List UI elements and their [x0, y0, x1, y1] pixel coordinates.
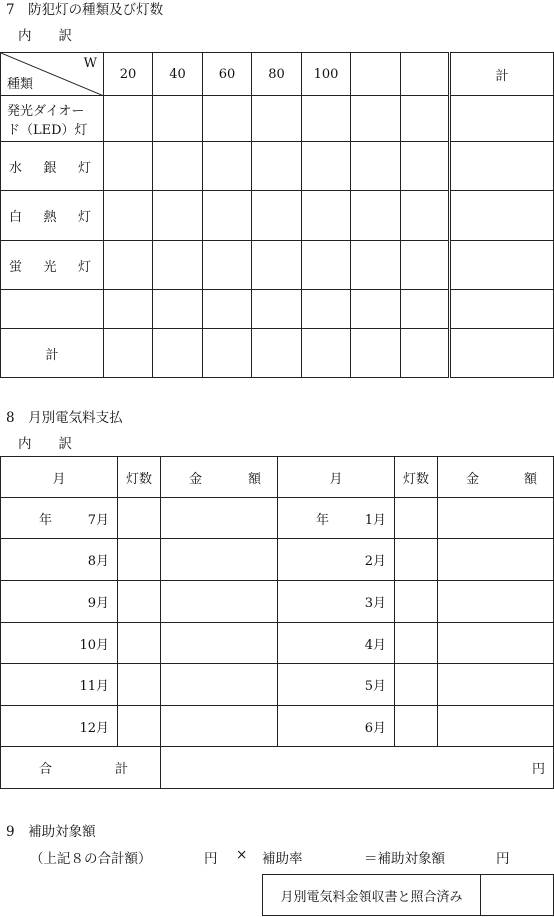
- month-cell-right: [278, 498, 395, 539]
- incandescent-char3: 灯: [77, 210, 91, 225]
- fluorescent-char2: 光: [43, 259, 57, 275]
- corner-type-label: 種類: [7, 77, 34, 92]
- count-cell[interactable]: [252, 329, 302, 378]
- count-cell[interactable]: [104, 329, 153, 378]
- formula-times: ×: [236, 847, 248, 863]
- year-label-left: 年: [39, 512, 53, 528]
- count-cell[interactable]: [104, 290, 153, 329]
- section9-heading: 9 補助対象額: [6, 824, 96, 840]
- count-cell[interactable]: [302, 96, 351, 142]
- month-cell-left: 10月: [1, 623, 118, 664]
- amount-header-right-a: 金: [466, 471, 480, 487]
- count-cell[interactable]: [203, 329, 252, 378]
- count-cell[interactable]: [395, 623, 438, 664]
- count-cell[interactable]: [351, 96, 401, 142]
- count-cell[interactable]: [395, 706, 438, 747]
- row-total-cell[interactable]: [450, 290, 554, 329]
- month-cell-left: 12月: [1, 706, 118, 747]
- count-cell[interactable]: [252, 142, 302, 191]
- count-cell[interactable]: [395, 539, 438, 581]
- section7-heading: 7 防犯灯の種類及び灯数: [6, 2, 164, 18]
- month-cell-left: 9月: [1, 581, 118, 623]
- row-total-cell[interactable]: [450, 241, 554, 290]
- amount-header-right: [438, 457, 554, 498]
- count-cell[interactable]: [252, 96, 302, 142]
- month-label: 7月: [87, 512, 109, 528]
- count-cell[interactable]: [252, 241, 302, 290]
- month-cell-right: 2月: [278, 539, 395, 581]
- year-label-right: 年: [316, 512, 330, 528]
- count-cell[interactable]: [118, 539, 161, 581]
- month-cell-left: 11月: [1, 664, 118, 706]
- verification-stamp-cell[interactable]: [481, 875, 554, 916]
- count-cell[interactable]: [252, 191, 302, 241]
- watt-header: 60: [203, 53, 252, 96]
- count-cell[interactable]: [203, 290, 252, 329]
- grand-total-cell[interactable]: [450, 329, 554, 378]
- mercury-char1: 水: [9, 160, 23, 176]
- row-label-fluorescent: [1, 241, 104, 290]
- amount-cell[interactable]: [161, 581, 278, 623]
- count-cell[interactable]: [118, 706, 161, 747]
- count-cell[interactable]: [401, 96, 450, 142]
- count-cell[interactable]: [203, 142, 252, 191]
- count-cell[interactable]: [395, 498, 438, 539]
- month-cell-right: 3月: [278, 581, 395, 623]
- count-header-right: 灯数: [395, 457, 438, 498]
- watt-header: 100: [302, 53, 351, 96]
- formula-yen1: 円: [204, 851, 218, 867]
- amount-header-left: [161, 457, 278, 498]
- incandescent-char1: 白: [9, 210, 23, 225]
- month-cell-left: [1, 498, 118, 539]
- amount-cell[interactable]: [161, 706, 278, 747]
- count-cell[interactable]: [203, 241, 252, 290]
- count-cell[interactable]: [302, 329, 351, 378]
- count-cell[interactable]: [395, 581, 438, 623]
- total-label-cell: [1, 747, 161, 789]
- total-label-b: 計: [114, 762, 128, 777]
- verification-label: 月別電気料金領収書と照合済み: [263, 875, 481, 916]
- count-cell[interactable]: [401, 142, 450, 191]
- count-cell[interactable]: [104, 96, 153, 142]
- count-cell[interactable]: [153, 290, 203, 329]
- total-column-header: 計: [450, 53, 554, 96]
- corner-cell: [1, 53, 104, 96]
- count-cell[interactable]: [104, 241, 153, 290]
- count-cell[interactable]: [252, 290, 302, 329]
- amount-cell[interactable]: [161, 498, 278, 539]
- incandescent-char2: 熱: [43, 210, 57, 225]
- row-total-cell[interactable]: [450, 142, 554, 191]
- total-label-a: 合: [39, 762, 53, 777]
- count-cell[interactable]: [203, 191, 252, 241]
- led-label-line2: ド（LED）灯: [7, 122, 88, 138]
- count-cell[interactable]: [104, 191, 153, 241]
- watt-header: 40: [153, 53, 203, 96]
- amount-cell[interactable]: [438, 539, 554, 581]
- count-cell[interactable]: [351, 290, 401, 329]
- fluorescent-char3: 灯: [77, 259, 91, 275]
- amount-header-left-b: 額: [247, 471, 261, 487]
- watt-header: 20: [104, 53, 153, 96]
- mercury-char3: 灯: [77, 160, 91, 176]
- row-label-led: [1, 96, 104, 142]
- count-cell[interactable]: [401, 241, 450, 290]
- count-header-left: 灯数: [118, 457, 161, 498]
- formula-total-label: （上記８の合計額）: [30, 851, 152, 867]
- amount-header-left-a: 金: [189, 471, 203, 487]
- row-label-incandescent: [1, 191, 104, 241]
- count-cell[interactable]: [401, 329, 450, 378]
- formula-yen2: 円: [496, 851, 510, 867]
- total-amount-cell[interactable]: 円: [161, 747, 554, 789]
- amount-cell[interactable]: [438, 498, 554, 539]
- count-cell[interactable]: [351, 191, 401, 241]
- count-cell[interactable]: [351, 241, 401, 290]
- total-row-label: 計: [1, 329, 104, 378]
- lamp-type-table: [0, 52, 554, 378]
- formula-equals: ＝補助対象額: [364, 851, 445, 867]
- month-header-left: 月: [1, 457, 118, 498]
- count-cell[interactable]: [302, 290, 351, 329]
- month-cell-right: 5月: [278, 664, 395, 706]
- count-cell[interactable]: [395, 664, 438, 706]
- month-cell-right: 6月: [278, 706, 395, 747]
- count-cell[interactable]: [302, 191, 351, 241]
- month-cell-right: 4月: [278, 623, 395, 664]
- fluorescent-char1: 蛍: [9, 259, 23, 275]
- count-cell[interactable]: [153, 142, 203, 191]
- count-cell[interactable]: [118, 623, 161, 664]
- count-cell[interactable]: [203, 96, 252, 142]
- amount-cell[interactable]: [438, 581, 554, 623]
- subsidy-formula: [30, 847, 152, 867]
- watt-header: 80: [252, 53, 302, 96]
- amount-cell[interactable]: [161, 623, 278, 664]
- count-cell[interactable]: [104, 142, 153, 191]
- count-cell[interactable]: [118, 498, 161, 539]
- month-label: 1月: [364, 512, 386, 528]
- amount-cell[interactable]: [438, 664, 554, 706]
- watt-header: [351, 53, 401, 96]
- section8-heading: 8 月別電気料支払: [6, 410, 123, 426]
- monthly-fee-table: [0, 456, 554, 789]
- amount-cell[interactable]: [161, 664, 278, 706]
- section8-subheading: 内 訳: [18, 436, 72, 452]
- section7-subheading: 内 訳: [18, 28, 72, 44]
- count-cell[interactable]: [302, 142, 351, 191]
- row-label-blank[interactable]: [1, 290, 104, 329]
- row-label-mercury: [1, 142, 104, 191]
- month-cell-left: 8月: [1, 539, 118, 581]
- row-total-cell[interactable]: [450, 191, 554, 241]
- count-cell[interactable]: [153, 241, 203, 290]
- amount-cell[interactable]: [438, 706, 554, 747]
- formula-rate: 補助率: [262, 851, 303, 867]
- count-cell[interactable]: [401, 191, 450, 241]
- led-label-line1: 発光ダイオー: [7, 103, 85, 119]
- count-cell[interactable]: [351, 329, 401, 378]
- row-total-cell[interactable]: [450, 96, 554, 142]
- count-cell[interactable]: [153, 191, 203, 241]
- verification-box: [262, 874, 554, 916]
- amount-cell[interactable]: [161, 539, 278, 581]
- count-cell[interactable]: [401, 290, 450, 329]
- count-cell[interactable]: [118, 664, 161, 706]
- corner-unit-label: W: [83, 56, 97, 71]
- mercury-char2: 銀: [43, 160, 57, 176]
- count-cell[interactable]: [302, 241, 351, 290]
- month-header-right: 月: [278, 457, 395, 498]
- count-cell[interactable]: [153, 329, 203, 378]
- count-cell[interactable]: [118, 581, 161, 623]
- watt-header: [401, 53, 450, 96]
- amount-header-right-b: 額: [523, 471, 537, 487]
- count-cell[interactable]: [351, 142, 401, 191]
- count-cell[interactable]: [153, 96, 203, 142]
- amount-cell[interactable]: [438, 623, 554, 664]
